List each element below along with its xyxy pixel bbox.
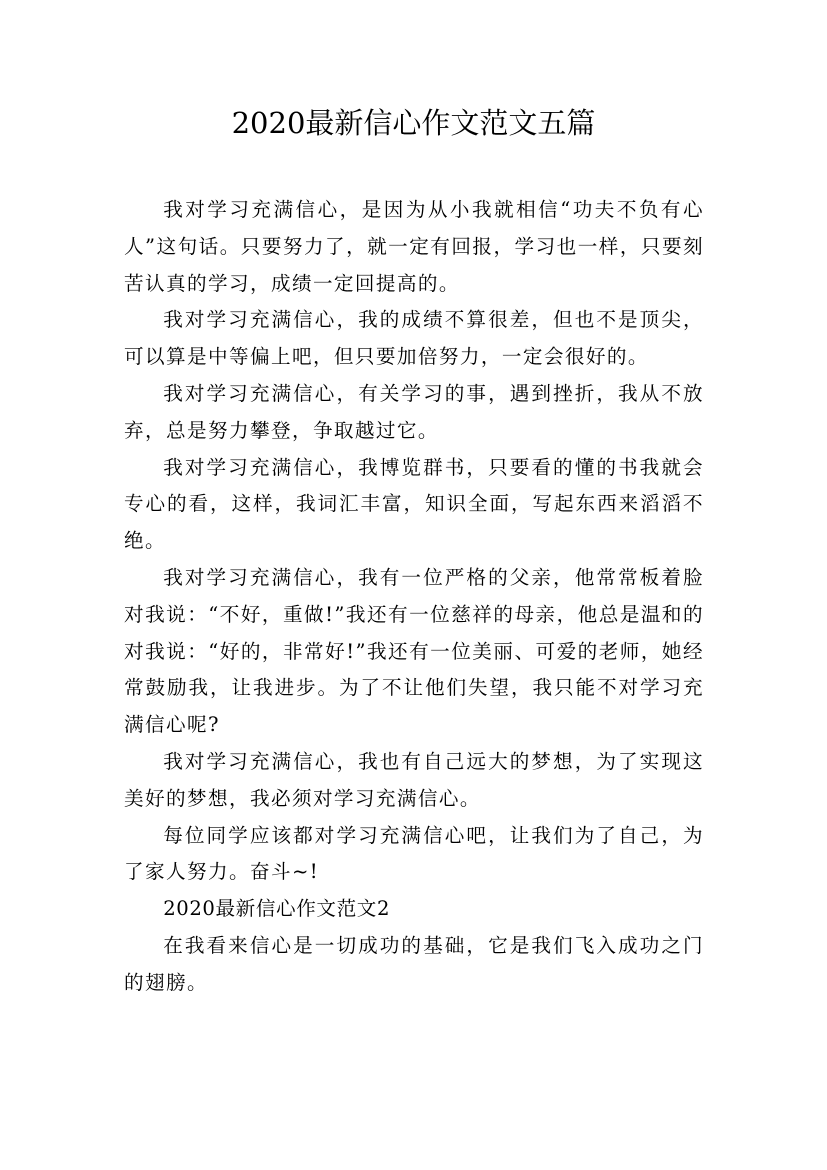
paragraph-1: 我对学习充满信心，是因为从小我就相信“功夫不负有心人”这句话。只要努力了，就一定有回报，学习也一样，只要刻苦认真的学习，成绩一定回提高的。: [124, 198, 704, 295]
paragraph-7: 每位同学应该都对学习充满信心吧，让我们为了自己，为了家人努力。奋斗~!: [124, 823, 704, 884]
document-title: 2020最新信心作文范文五篇: [231, 106, 596, 140]
paragraph-5: 我对学习充满信心，我有一位严格的父亲，他常常板着脸对我说：“不好，重做!”我还有一位慈祥的母亲，他总是温和的对我说：“好的，非常好!”我还有一位美丽、可爱的老师，她经常鼓励我，让我进步。为了不让他们失望，我只能不对学习充满信心呢?: [124, 565, 704, 737]
paragraph-3: 我对学习充满信心，有关学习的事，遇到挫折，我从不放弃，总是努力攀登，争取越过它。: [124, 381, 704, 442]
paragraph-6: 我对学习充满信心，我也有自己远大的梦想，为了实现这美好的梦想，我必须对学习充满信心。: [124, 749, 704, 810]
section-subheading: 2020最新信心作文范文2: [163, 897, 391, 921]
document-body: [124, 192, 704, 1002]
paragraph-2: 我对学习充满信心，我的成绩不算很差，但也不是顶尖，可以算是中等偏上吧，但只要加倍努力，一定会很好的。: [124, 308, 704, 369]
paragraph-4: 我对学习充满信心，我博览群书，只要看的懂的书我就会专心的看，这样，我词汇丰富，知识全面，写起东西来滔滔不绝。: [124, 455, 704, 553]
paragraph-8: 在我看来信心是一切成功的基础，它是我们飞入成功之门的翅膀。: [124, 933, 704, 994]
